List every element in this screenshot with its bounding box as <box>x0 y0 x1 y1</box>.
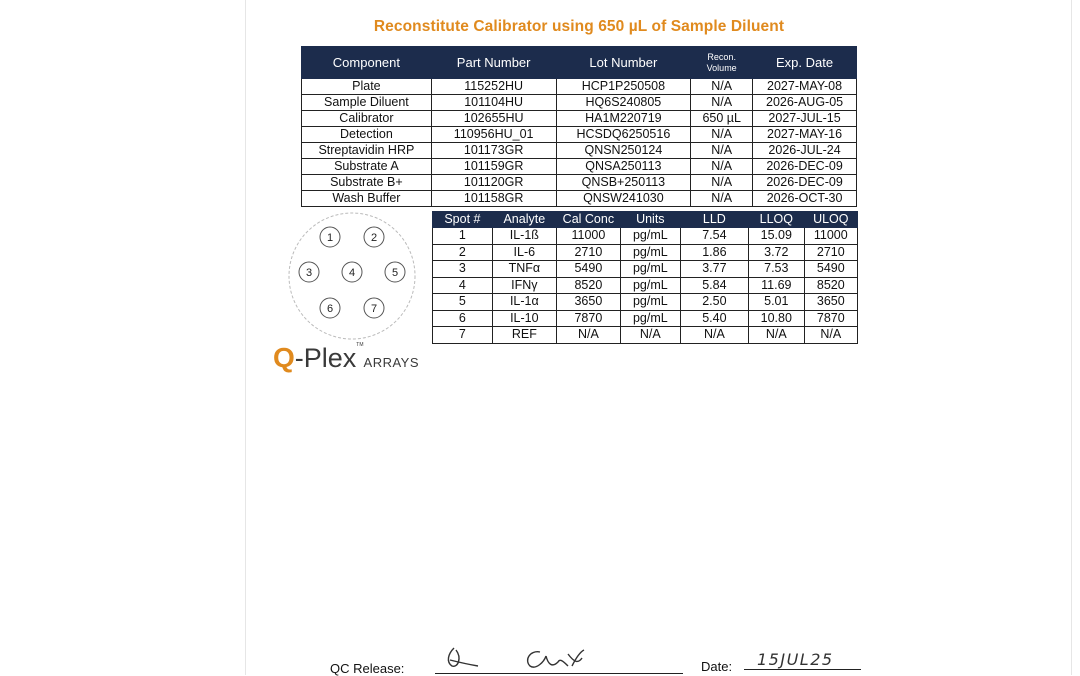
analyte-table-header <box>433 212 858 228</box>
analyte-cell: 5.84 <box>680 277 748 294</box>
component-row <box>302 159 857 175</box>
analyte-cell: 3 <box>433 261 493 278</box>
analyte-cell: N/A <box>680 327 748 344</box>
component-cell: N/A <box>691 159 753 175</box>
component-cell: N/A <box>691 79 753 95</box>
analyte-cell: 1.86 <box>680 244 748 261</box>
analyte-table-body <box>433 228 858 344</box>
component-cell: HCP1P250508 <box>556 79 691 95</box>
analyte-cell: 11000 <box>556 228 620 245</box>
analyte-row <box>433 310 858 327</box>
analyte-cell: IL-10 <box>492 310 556 327</box>
analyte-cell: 7.53 <box>749 261 805 278</box>
component-cell: HA1M220719 <box>556 111 691 127</box>
component-cell: 110956HU_01 <box>431 127 556 143</box>
component-row <box>302 127 857 143</box>
analyte-cell: pg/mL <box>620 310 680 327</box>
analyte-cell: 6 <box>433 310 493 327</box>
component-cell: 2027-MAY-16 <box>753 127 857 143</box>
analyte-cell: 5.40 <box>680 310 748 327</box>
component-row <box>302 191 857 207</box>
analyte-cell: 5 <box>433 294 493 311</box>
date-value: 15JUL25 <box>757 650 834 669</box>
spot-label: 7 <box>370 303 378 315</box>
component-row <box>302 95 857 111</box>
analyte-cell: N/A <box>556 327 620 344</box>
analyte-cell: 7870 <box>556 310 620 327</box>
component-cell: N/A <box>691 175 753 191</box>
date-label: Date: <box>701 659 733 674</box>
component-row <box>302 143 857 159</box>
header-recon-volume-label: Recon. Volume <box>706 51 737 73</box>
header-spot: Spot # <box>433 212 493 228</box>
analyte-cell: N/A <box>620 327 680 344</box>
analyte-cell: 7.54 <box>680 228 748 245</box>
analyte-cell: TNFα <box>492 261 556 278</box>
analyte-cell: 3650 <box>556 294 620 311</box>
analyte-cell: 11.69 <box>749 277 805 294</box>
component-table-header <box>302 47 857 79</box>
header-uloq: ULOQ <box>804 212 857 228</box>
header-lot-number: Lot Number <box>556 47 691 79</box>
logo-trademark: TM <box>356 342 364 348</box>
component-cell: N/A <box>691 191 753 207</box>
analyte-cell: pg/mL <box>620 228 680 245</box>
analyte-cell: IL-1ß <box>492 228 556 245</box>
component-cell: 102655HU <box>431 111 556 127</box>
component-row <box>302 175 857 191</box>
header-units: Units <box>620 212 680 228</box>
component-cell: Wash Buffer <box>302 191 432 207</box>
analyte-cell: 15.09 <box>749 228 805 245</box>
component-cell: QNSB+250113 <box>556 175 691 191</box>
spot-label: 4 <box>348 267 356 279</box>
component-cell: QNSN250124 <box>556 143 691 159</box>
header-analyte: Analyte <box>492 212 556 228</box>
analyte-cell: IFNγ <box>492 277 556 294</box>
spot-label: 6 <box>326 303 334 315</box>
analyte-cell: 3.77 <box>680 261 748 278</box>
analyte-cell: 8520 <box>804 277 857 294</box>
component-cell: 115252HU <box>431 79 556 95</box>
analyte-cell: 2.50 <box>680 294 748 311</box>
header-exp-date: Exp. Date <box>753 47 857 79</box>
analyte-cell: 3650 <box>804 294 857 311</box>
component-cell: 2027-MAY-08 <box>753 79 857 95</box>
component-cell: Substrate B+ <box>302 175 432 191</box>
component-cell: 101104HU <box>431 95 556 111</box>
header-component: Component <box>302 47 432 79</box>
component-cell: HCSDQ6250516 <box>556 127 691 143</box>
logo-plex: -Plex <box>294 343 357 373</box>
analyte-cell: pg/mL <box>620 277 680 294</box>
header-lloq: LLOQ <box>749 212 805 228</box>
analyte-cell: 2710 <box>556 244 620 261</box>
analyte-cell: N/A <box>804 327 857 344</box>
qc-release-label: QC Release: <box>330 661 405 676</box>
q-plex-arrays-logo <box>273 342 419 376</box>
component-cell: Plate <box>302 79 432 95</box>
analyte-cell: pg/mL <box>620 244 680 261</box>
analyte-cell: 2710 <box>804 244 857 261</box>
component-cell: N/A <box>691 95 753 111</box>
date-line <box>744 669 861 670</box>
analyte-cell: REF <box>492 327 556 344</box>
analyte-cell: 5490 <box>556 261 620 278</box>
analyte-table <box>432 211 858 344</box>
analyte-row <box>433 277 858 294</box>
component-cell: 101173GR <box>431 143 556 159</box>
component-cell: Detection <box>302 127 432 143</box>
component-cell: N/A <box>691 143 753 159</box>
component-cell: 101158GR <box>431 191 556 207</box>
spot-group <box>299 227 405 318</box>
analyte-cell: 4 <box>433 277 493 294</box>
component-cell: 2026-JUL-24 <box>753 143 857 159</box>
analyte-cell: 7870 <box>804 310 857 327</box>
component-table-body <box>302 79 857 207</box>
analyte-cell: 11000 <box>804 228 857 245</box>
component-cell: 101159GR <box>431 159 556 175</box>
analyte-cell: 2 <box>433 244 493 261</box>
component-cell: Streptavidin HRP <box>302 143 432 159</box>
component-row <box>302 111 857 127</box>
spot-label: 3 <box>305 267 313 279</box>
component-cell: Substrate A <box>302 159 432 175</box>
analyte-cell: 8520 <box>556 277 620 294</box>
document-title: Reconstitute Calibrator using 650 µL of Sample Diluent <box>373 18 785 35</box>
analyte-row <box>433 228 858 245</box>
analyte-cell: 3.72 <box>749 244 805 261</box>
analyte-cell: IL-1α <box>492 294 556 311</box>
component-cell: QNSA250113 <box>556 159 691 175</box>
analyte-cell: 5.01 <box>749 294 805 311</box>
analyte-row <box>433 244 858 261</box>
component-cell: 101120GR <box>431 175 556 191</box>
analyte-cell: IL-6 <box>492 244 556 261</box>
component-table <box>301 46 857 207</box>
analyte-cell: 5490 <box>804 261 857 278</box>
spot-label: 2 <box>370 232 378 244</box>
header-recon-volume <box>691 47 753 79</box>
qc-signature <box>440 640 600 674</box>
spot-layout-diagram <box>287 211 417 341</box>
analyte-cell: pg/mL <box>620 261 680 278</box>
component-cell: Calibrator <box>302 111 432 127</box>
header-part-number: Part Number <box>431 47 556 79</box>
component-cell: Sample Diluent <box>302 95 432 111</box>
logo-q: Q <box>273 342 295 373</box>
analyte-cell: 7 <box>433 327 493 344</box>
spot-label: 5 <box>391 267 399 279</box>
spot-label: 1 <box>326 232 334 244</box>
analyte-cell: N/A <box>749 327 805 344</box>
component-cell: 2027-JUL-15 <box>753 111 857 127</box>
analyte-cell: 1 <box>433 228 493 245</box>
component-cell: 2026-OCT-30 <box>753 191 857 207</box>
logo-arrays: ARRAYS <box>363 355 420 370</box>
component-cell: 2026-DEC-09 <box>753 175 857 191</box>
component-cell: QNSW241030 <box>556 191 691 207</box>
component-row <box>302 79 857 95</box>
analyte-cell: 10.80 <box>749 310 805 327</box>
analyte-cell: pg/mL <box>620 294 680 311</box>
component-cell: 2026-DEC-09 <box>753 159 857 175</box>
page-edge-right <box>1071 0 1072 675</box>
analyte-row <box>433 327 858 344</box>
analyte-row <box>433 261 858 278</box>
header-cal-conc: Cal Conc <box>556 212 620 228</box>
page-edge-left <box>245 0 246 675</box>
header-lld: LLD <box>680 212 748 228</box>
analyte-row <box>433 294 858 311</box>
component-cell: 2026-AUG-05 <box>753 95 857 111</box>
component-cell: N/A <box>691 127 753 143</box>
component-cell: 650 µL <box>691 111 753 127</box>
component-cell: HQ6S240805 <box>556 95 691 111</box>
